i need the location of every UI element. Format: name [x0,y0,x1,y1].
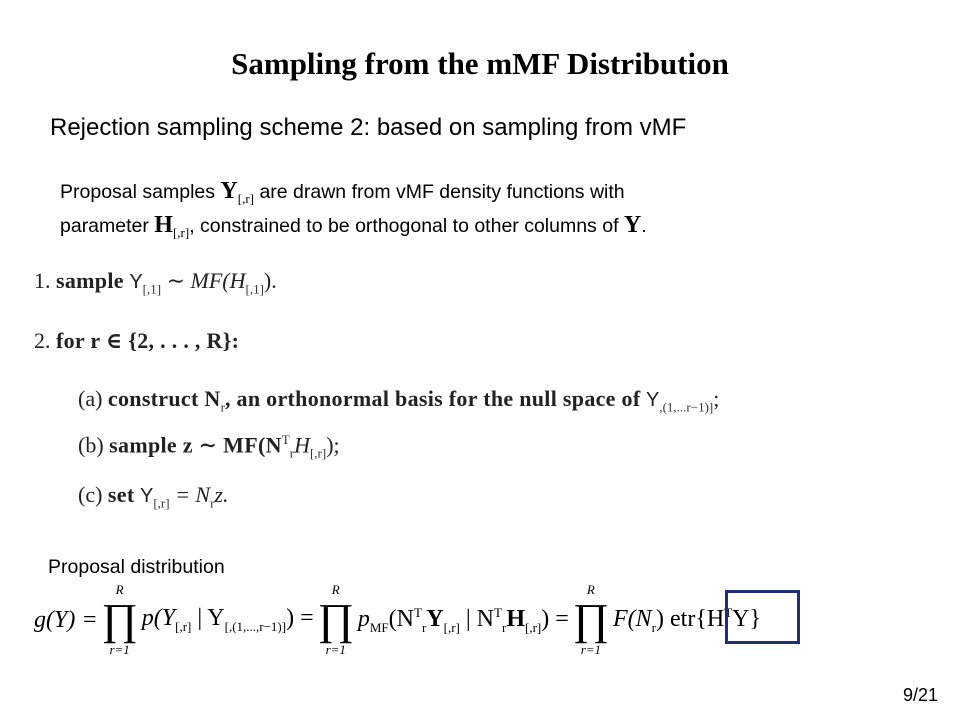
formula-term: | Y [197,605,225,632]
product-operator [102,582,138,658]
product-upper: R [331,582,340,597]
product-lower: r=1 [109,642,130,657]
formula-term: ) = [286,605,314,632]
product-operator [318,582,354,658]
formula-subscript: [,r] [443,619,460,635]
algorithm-step-2a [78,386,719,415]
step-subscript: r [289,445,295,461]
step-keyword: sample [56,268,124,293]
formula-term: ) [656,605,665,632]
description-text: are drawn from vMF density functions with [259,181,625,203]
description-text: Proposal samples [60,181,215,203]
algorithm-step-2b [78,432,340,462]
formula-term: (N [388,605,414,632]
step-text: , an orthonormal basis for the null space of [224,386,641,411]
formula-subscript: r [501,619,507,635]
formula-superscript: T [494,604,502,620]
algorithm-step-2c [78,482,229,511]
formula-term: p [357,605,370,632]
page-number: 9/21 [902,685,938,705]
step-number: 1. [34,268,51,293]
step-subscript: ,(1,...r−1)] [659,399,714,415]
step-expression: ). [263,268,277,293]
step-expression: ∼ MF(H [166,268,246,293]
product-symbol: ∏ [101,595,138,644]
highlight-box [725,590,800,644]
step-number: 2. [34,328,51,353]
step-expression: z. [214,482,229,507]
step-subscript: r [210,495,215,511]
step-label: (a) [78,386,103,411]
description-text: parameter [60,215,149,237]
description-line-1 [60,178,625,207]
math-h: H [154,212,173,238]
step-expression: ; [713,386,720,411]
proposal-label: Proposal distribution [48,556,225,578]
description-text: . [641,215,647,237]
formula-term: Y} [732,605,761,632]
formula-lhs: g(Y) = [34,606,98,633]
formula-term: ) = [541,605,569,632]
product-lower: r=1 [580,642,602,657]
formula-term: Y [426,605,444,632]
math-y: Y [220,178,238,204]
formula-subscript: MF [369,619,389,635]
step-label: (b) [78,432,104,458]
formula-subscript: [,r] [524,619,542,635]
step-variable: Y [645,389,660,411]
step-keyword: set [107,482,135,507]
step-expression: = N [175,482,211,507]
step-expression: ); [326,432,340,458]
product-upper: R [115,582,124,597]
formula-term: | N [465,605,495,632]
proposal-formula [34,582,761,658]
step-subscript: [,r] [309,445,327,461]
product-symbol: ∏ [317,595,354,644]
product-upper: R [586,582,595,597]
algorithm-step-1 [34,268,277,297]
step-variable: Y [139,485,154,507]
step-text: construct N [107,386,221,411]
formula-term: H [506,605,525,632]
product-symbol: ∏ [572,595,609,644]
step-text: sample z ∼ MF(N [109,432,282,458]
formula-subscript: [,r] [175,618,192,634]
formula-superscript: T [724,604,733,620]
step-subscript: [,1] [142,281,162,297]
formula-term: F(N [613,605,652,632]
math-y: Y [623,212,642,238]
product-lower: r=1 [325,642,346,657]
formula-term: etr{H [670,605,725,632]
algorithm-step-2 [34,328,239,354]
step-subscript: [,r] [153,495,170,511]
step-superscript: T [281,432,290,447]
math-subscript: [,r] [172,224,190,240]
step-label: (c) [78,482,103,507]
description-text: , constrained to be orthogonal to other columns of [189,215,619,237]
formula-superscript: T [413,604,422,620]
formula-subscript: r [421,619,427,635]
slide-subtitle: Rejection sampling scheme 2: based on sampling from vMF [50,114,687,141]
product-operator [573,582,609,658]
step-expression: H [294,432,310,458]
step-subscript: [,1] [245,281,264,297]
slide-title: Sampling from the mMF Distribution [231,46,729,81]
math-subscript: [,r] [237,190,255,206]
formula-subscript: [,(1,...,r−1)] [224,618,287,634]
formula-subscript: r [651,619,657,635]
step-subscript: r [220,399,225,415]
formula-term: p(Y [141,605,176,632]
description-line-2 [60,212,647,241]
step-variable: Y [129,271,143,293]
step-text: for r ∈ {2, . . . , R}: [56,328,240,353]
